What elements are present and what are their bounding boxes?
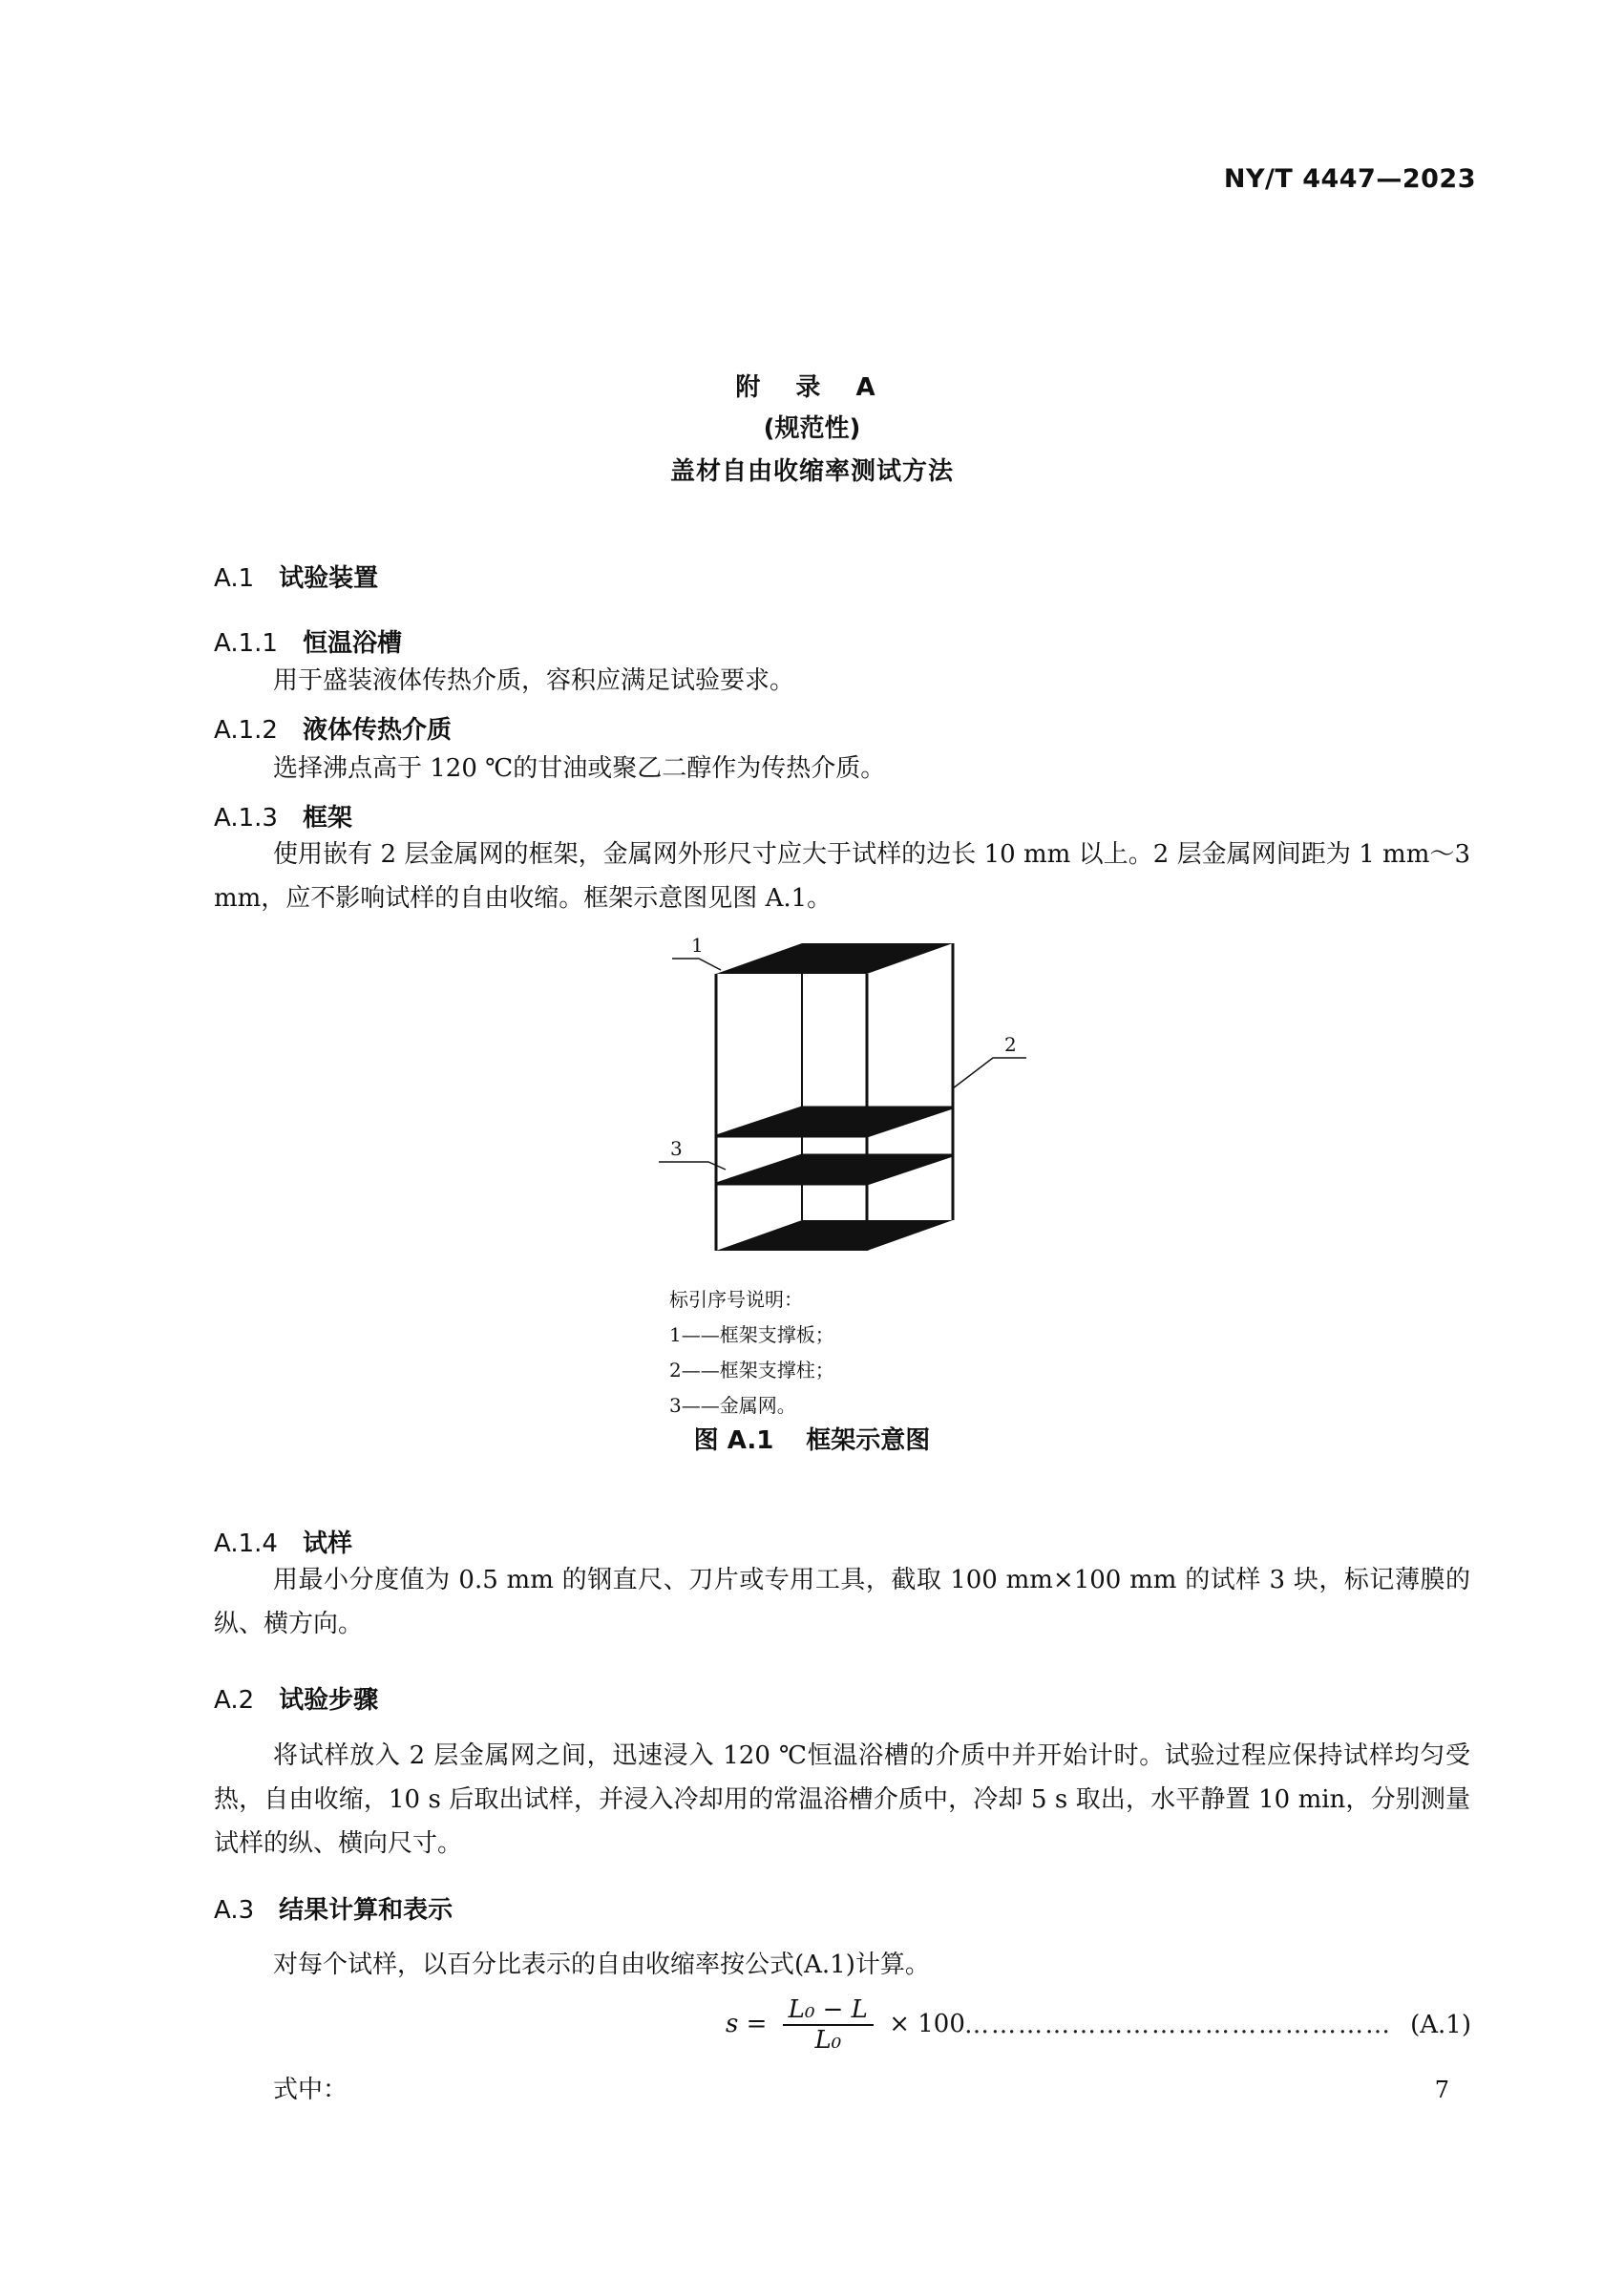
callout-1-leader [672,959,721,970]
section-a13-heading [214,798,352,833]
section-title: 试样 [302,1529,352,1558]
section-number: A.1.4 [214,1529,278,1558]
page-number: 7 [1434,2077,1449,2103]
section-number: A.3 [214,1896,255,1925]
standard-code: NY/T 4447—2023 [1223,164,1476,194]
formula-numerator: L₀ − L [783,1995,874,2026]
callout-1: 1 [691,934,704,957]
section-number: A.1.1 [214,629,278,658]
formula-factor: × 100 [889,2010,965,2038]
formula: s = $\frac{\text{L₀ − L}}{\text{L₀}}$ × 100 [726,1995,965,2055]
section-number: A.1.3 [214,804,278,833]
appendix-nature: (规范性) [763,414,861,443]
legend-title: 标引序号说明： [669,1288,803,1311]
section-a12-text: 选择沸点高于 120 ℃的甘油或聚乙二醇作为传热介质。 [273,754,886,783]
legend-item: 3——金属网。 [669,1394,796,1417]
top-support-plate [716,943,953,974]
legend-item: 1——框架支撑板； [669,1323,834,1346]
callout-2-leader [953,1058,1026,1088]
section-title: 试验装置 [279,564,379,593]
section-title: 结果计算和表示 [279,1896,453,1925]
where-text: 式中： [273,2076,348,2104]
frame-diagram [649,926,1050,1270]
section-a14-text: 用最小分度值为 0.5 mm 的钢直尺、刀片或专用工具，截取 100 mm×100 mm 的试样 3 块，标记薄膜的纵、横方向。 [214,1566,1470,1638]
section-title: 液体传热介质 [302,716,452,745]
section-a11-text: 用于盛装液体传热介质，容积应满足试验要求。 [273,666,795,695]
appendix-title: 盖材自由收缩率测试方法 [669,457,954,486]
formula-leader-dots: ………………………………………… [964,2011,1392,2039]
callout-3: 3 [670,1137,683,1160]
bottom-support-plate [716,1220,953,1251]
section-a14-heading [214,1524,352,1559]
formula-lhs: s [726,2010,739,2038]
section-a2-text: 将试样放入 2 层金属网之间，迅速浸入 120 ℃恒温浴槽的介质中并开始计时。试验过程应保持试样均匀受热，自由收缩，10 s 后取出试样，并浸入冷却用的常温浴槽介质中，冷却 5 s 取出，水平静置 10 min，分别测量试样的纵、横向尺寸。 [214,1741,1470,1858]
section-title: 恒温浴槽 [302,629,402,658]
section-number: A.2 [214,1686,255,1715]
section-number: A.1 [214,564,255,593]
section-title: 框架 [302,804,352,833]
figure-caption-title: 框架示意图 [806,1426,931,1455]
section-a3-text: 对每个试样，以百分比表示的自由收缩率按公式(A.1)计算。 [273,1951,930,1979]
section-a12-heading [214,710,452,746]
formula-denominator: L₀ [814,2026,842,2055]
section-title: 试验步骤 [279,1686,379,1715]
lower-metal-mesh [716,1155,953,1184]
callout-2: 2 [1004,1033,1017,1056]
legend-item: 2——框架支撑柱； [669,1359,834,1382]
figure-caption [0,1421,1624,1456]
section-a1-heading [214,559,378,594]
section-a11-heading [214,623,402,659]
section-a3-heading [214,1890,453,1926]
appendix-label: 附 录 A [735,373,889,402]
formula-fraction [783,1995,874,2055]
upper-metal-mesh [716,1107,953,1136]
section-a2-heading [214,1680,378,1716]
section-number: A.1.2 [214,716,278,745]
figure-caption-number: 图 A.1 [693,1426,774,1455]
formula-label: (A.1) [1410,2011,1471,2039]
section-a13-text: 使用嵌有 2 层金属网的框架，金属网外形尺寸应大于试样的边长 10 mm 以上。2 层金属网间距为 1 mm～3 mm，应不影响试样的自由收缩。框架示意图见图 A.1。 [214,840,1470,913]
